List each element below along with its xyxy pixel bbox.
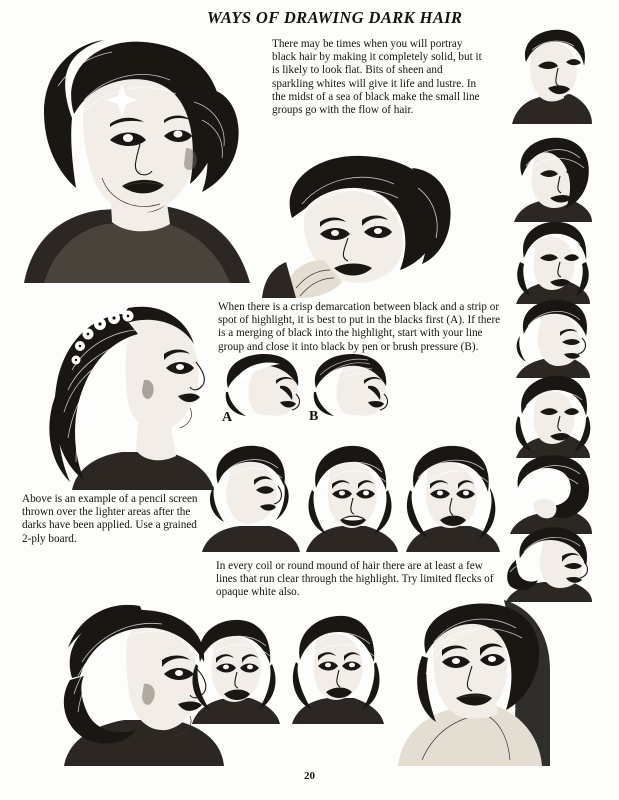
illustration-profile-long-wavy-hair-with-floral-comb — [18, 284, 224, 490]
illustration-front-facing-smiling-woman — [300, 440, 404, 552]
page-title: WAYS OF DRAWING DARK HAIR — [207, 8, 463, 27]
paragraph-intro: There may be times when you will portray black hair by making it completely solid, but it is likely to look flat. Bits of sheen and sparkling whites will give it life and lustre. In the midst of a sea of black make the small line groups go with the flow of hair. — [272, 38, 482, 117]
illustration-portrait-head-tilted-resting-hand — [262, 148, 458, 298]
illustration-side-profile-highlight-demo-a — [218, 352, 304, 418]
illustration-margin-thumb-back-of-head-bun — [504, 452, 596, 534]
illustration-small-three-quarter-face — [288, 612, 386, 724]
page-number: 20 — [304, 770, 315, 782]
figure-label-a: A — [222, 410, 233, 425]
illustration-side-profile-highlight-demo-b — [306, 352, 392, 418]
illustration-margin-thumb-front-face-parted — [508, 372, 596, 458]
figure-label-b: B — [309, 409, 319, 424]
illustration-margin-thumb-wavy-bob-right — [508, 136, 596, 222]
illustration-large-portrait-three-quarter-left — [14, 28, 264, 283]
paragraph-demarcation: When there is a crisp demarcation between black and a strip or spot of highlight, it is best to put in the blacks first (A). If there is a merging of black into the highlight, start with your line group and close it into black by pen or brush pressure (B). — [218, 301, 501, 353]
illustration-margin-thumb-front-face-curls — [508, 218, 596, 304]
illustration-three-quarter-woman-wavy-bob — [400, 440, 506, 552]
paragraph-pencil-screen: Above is an example of a pencil screen thrown over the lighter areas after the darks have been applied. Use a grained 2-ply board. — [22, 493, 198, 545]
illustration-upturned-profile-short-curls — [198, 440, 304, 552]
illustration-margin-thumb-profile-updo — [506, 298, 594, 378]
paragraph-coil: In every coil or round mound of hair there are at least a few lines that run clear through the highlight. Try limited flecks of opaque white also. — [216, 560, 494, 599]
illustration-margin-thumb-singing-woman — [508, 28, 594, 124]
illustration-small-front-face-curled-bangs — [188, 616, 284, 724]
illustration-leaning-woman-bare-shoulders — [392, 600, 552, 766]
illustration-margin-thumb-profile-low-bun — [498, 524, 596, 602]
